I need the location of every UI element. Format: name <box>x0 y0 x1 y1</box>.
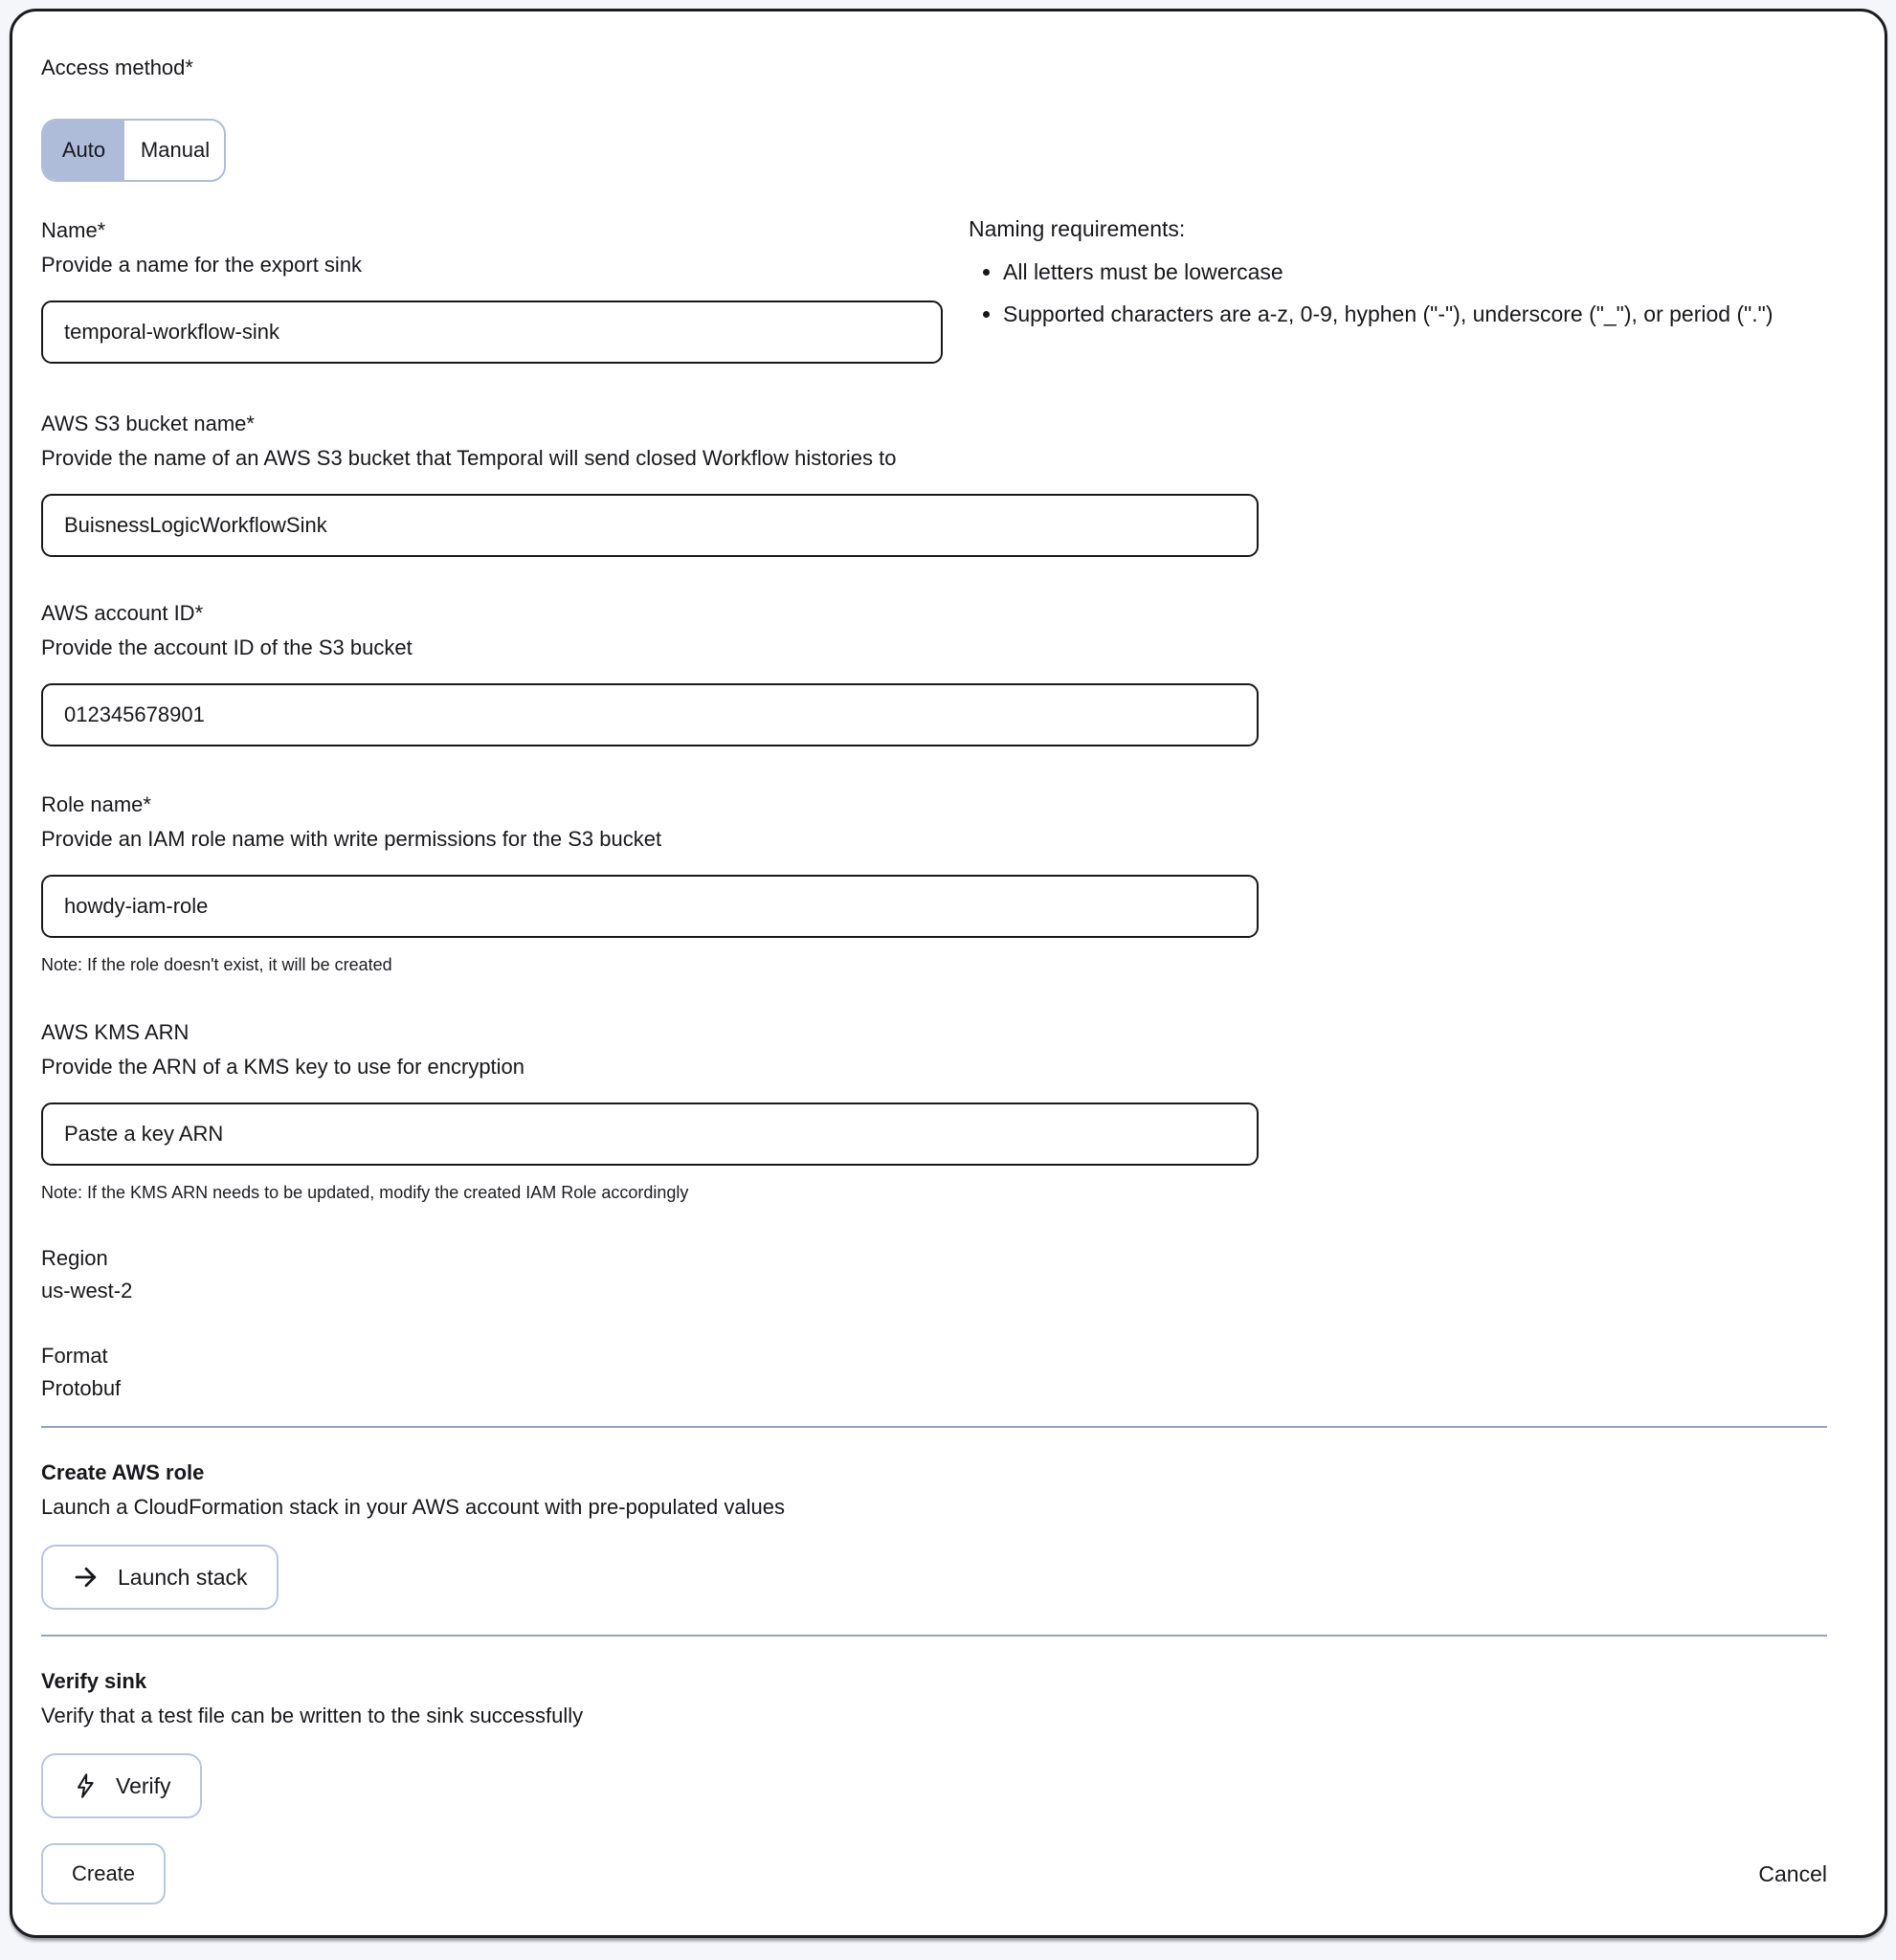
access-method-option-manual-label: Manual <box>140 138 211 162</box>
lightning-icon <box>72 1772 99 1799</box>
bucket-input[interactable] <box>41 494 1259 557</box>
naming-requirements-title: Naming requirements: <box>969 216 1186 241</box>
region-label: Region <box>41 1246 108 1270</box>
launch-stack-button[interactable] <box>41 1545 279 1610</box>
access-method-option-auto[interactable] <box>43 121 124 180</box>
bucket-label: AWS S3 bucket name* <box>41 412 255 435</box>
divider-create-role <box>41 1426 1827 1428</box>
kms-arn-label: AWS KMS ARN <box>41 1020 190 1044</box>
verify-button-label: Verify <box>116 1772 171 1798</box>
access-method-option-auto-label: Auto <box>61 138 106 162</box>
create-button[interactable]: Create <box>41 1843 166 1904</box>
kms-arn-note: Note: If the KMS ARN needs to be updated, modify the created IAM Role accordingly <box>41 1183 689 1202</box>
access-method-option-manual[interactable] <box>124 121 224 180</box>
account-id-label: AWS account ID* <box>41 601 204 625</box>
create-aws-role-title: Create AWS role <box>41 1460 205 1484</box>
account-id-description: Provide the account ID of the S3 bucket <box>41 635 413 659</box>
launch-stack-button-label: Launch stack <box>118 1564 248 1590</box>
name-input[interactable] <box>41 301 943 364</box>
verify-button[interactable] <box>41 1753 202 1818</box>
kms-arn-description: Provide the ARN of a KMS key to use for encryption <box>41 1055 525 1079</box>
verify-sink-title: Verify sink <box>41 1669 147 1693</box>
divider-verify-sink <box>41 1635 1827 1637</box>
kms-arn-input[interactable] <box>41 1102 1259 1166</box>
role-name-note: Note: If the role doesn't exist, it will be created <box>41 955 392 974</box>
bucket-description: Provide the name of an AWS S3 bucket that Temporal will send closed Workflow histories to <box>41 446 897 470</box>
export-sink-form-card <box>10 9 1887 1938</box>
naming-requirements <box>969 212 1844 331</box>
format-value: Protobuf <box>41 1376 122 1400</box>
role-name-description: Provide an IAM role name with write permissions for the S3 bucket <box>41 827 662 851</box>
cancel-button[interactable]: Cancel <box>1758 1860 1827 1886</box>
arrow-right-icon <box>72 1563 100 1592</box>
naming-requirement-item: • Supported characters are a-z, 0-9, hyphen ("-"), underscore ("_"), or period (".") <box>1003 297 1844 331</box>
role-name-input[interactable] <box>41 875 1259 938</box>
format-label: Format <box>41 1344 108 1368</box>
naming-requirement-item: • All letters must be lowercase <box>1003 255 1844 289</box>
naming-requirements-list <box>969 255 1844 331</box>
name-label: Name* <box>41 218 106 242</box>
access-method-label: Access method* <box>41 56 193 79</box>
account-id-input[interactable] <box>41 683 1259 746</box>
access-method-toggle <box>41 119 226 182</box>
region-value: us-west-2 <box>41 1279 133 1303</box>
role-name-label: Role name* <box>41 792 151 816</box>
create-aws-role-description: Launch a CloudFormation stack in your AWS account with pre-populated values <box>41 1495 785 1519</box>
verify-sink-description: Verify that a test file can be written to the sink successfully <box>41 1704 584 1727</box>
name-description: Provide a name for the export sink <box>41 253 363 277</box>
